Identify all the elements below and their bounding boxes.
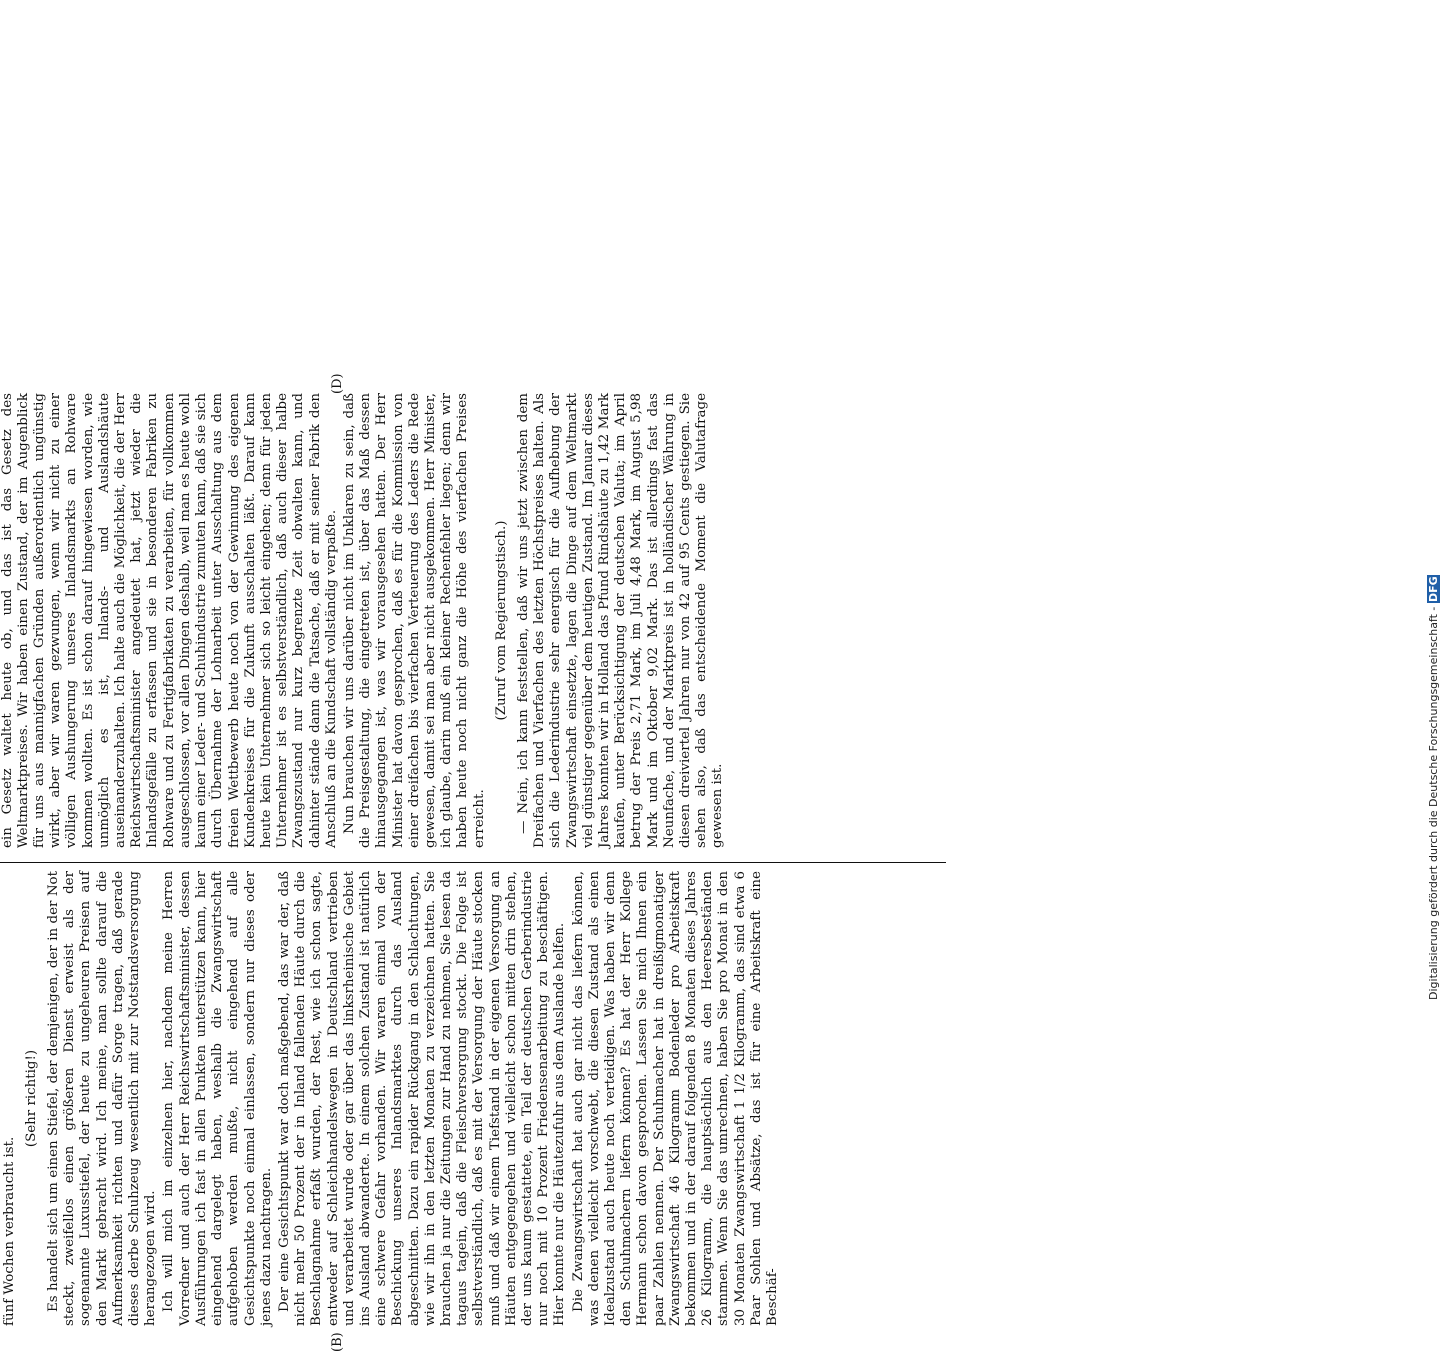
dfg-logo: DFG: [1427, 576, 1440, 603]
paragraph: Ich will mich im einzelnen hier, nachdem meine Herren Vorredner und auch der Herr Reichswirtschaftsminister, dessen Ausführungen ich fast in allen Punkten unterstützen kann, hier eingehend dargelegt haben, weshalb die Zwangswirtschaft aufgehoben werden mußte, nicht eingehend auf alle Gesichtspunkte noch einmal einlassen, sondern nur dieses oder jenes dazu nachtragen.: [161, 871, 274, 1326]
interjection: (Zuruf vom Regierungstisch.): [493, 520, 509, 721]
paragraph: Es handelt sich um einen Stiefel, der demjenigen, der in der Not steckt, zweifellos einen größeren Dienst erweist als der sogenannte Luxusstiefel, der heute zu ungeheuren Preisen auf den Markt gebracht wird. Ich meine, man sollte darauf die Aufmerksamkeit richten und dafür Sorge tragen, daß gerade dieses derbe Schuhzeug wesentlich mit zur Notstandsversorgung herangezogen wird.: [46, 871, 159, 1326]
column-divider: [0, 862, 946, 863]
side-note: [1416, 0, 1440, 1000]
paragraph: Der eine Gesichtspunkt war doch maßgebend, das war der, daß nicht mehr 50 Prozent der in Inland fallenden Häute durch die Beschlagnahme erfaßt wurden, der Rest, wie ich schon sagte, entweder auf Schleichhandelswegen in Deutschland vertrieben und verarbeitet wurde oder gar über das linksrheinische Gebiet ins Ausland abwanderte. In einem solchen Zustand ist natürlich eine schwere Gefahr vorhanden. Wir waren einmal von der Beschickung unseres Inlandsmarktes durch das Ausland abgeschnitten. Dazu ein rapider Rückgang in den Schlachtungen, wie wir ihn in den letzten Monaten zu verzeichnen hatten. Sie brauchen ja nur die Zeitungen zur Hand zu nehmen, Sie lesen da tagaus tagein, daß die Fleischversorgung stockt. Die Folge ist selbstverständlich, daß es mit der Versorgung der Häute stocken muß und daß wir einem Tiefstand in der eigenen Versorgung an Häuten entgegengehen und vielleicht schon mitten drin stehen, der uns kaum gestattete, ein Teil der deutschen Gerberindustrie nur noch mit 10 Prozent Friedensenarbeitung zu beschäftigen. Hier konnte nur die Häutezufuhr aus dem Auslande helfen.: [276, 871, 568, 1326]
right-column: [0, 393, 729, 848]
paragraph: — Nein, ich kann feststellen, daß wir uns jetzt zwischen dem Dreifachen und Vierfachen des letzten Höchstpreises halten. Als sich die Lederindustrie sehr energisch für die Aufhebung der Zwangswirtschaft einsetzte, lagen die Dinge auf dem Weltmarkt viel günstiger gegenüber dem heutigen Zustand. Im Januar dieses Jahres konnten wir in Holland das Pfund Rindshäute zu 1,42 Mark kaufen, unter Berücksichtigung der deutschen Valuta; im April betrug der Preis 2,71 Mark, im Juli 4,48 Mark, im August 5,98 Mark und im Oktober 9,02 Mark. Das ist allerdings fast das Neunfache, und der Marktpreis ist in holländischer Währung in diesen dreiviertel Jahren nur von 42 auf 95 Cents gestiegen. Sie sehen also, daß das entscheidende Moment die Valutafrage gewesen ist.: [515, 393, 726, 848]
margin-mark-d: (D): [330, 373, 345, 394]
paragraph: Nun brauchen wir uns darüber nicht im Unklaren zu sein, daß die Preisgestaltung, die eingetreten ist, über das Maß dessen hinausgegangen ist, was wir vorausgesehen hatten. Der Herr Minister hat davon gesprochen, daß es für die Kommission von einer dreifachen bis vierfachen Verteuerung des Leders die Rede gewesen, damit sei man aber nicht ausgekommen. Herr Minister, ich glaube, darin muß ein kleiner Rechenfehler liegen; denn wir haben heute noch nicht ganz die Höhe des vierfachen Preises erreicht.: [341, 393, 487, 848]
dfg-note: Digitalisierung gefördert durch die Deutsche Forschungsgemeinschaft -: [1427, 603, 1440, 1000]
newspaper-sheet: [0, 360, 1000, 1360]
paragraph: ein Gesetz waltet heute ob, und das ist das Gesetz des Weltmarktpreises. Wir haben einen Zustand, der im Augenblick für uns aus mannigfachen Gründen außerordentlich ungünstig wirkt, aber wir waren gezwungen, wenn wir nicht zu einer völligen Aushungerung unseres Inlandsmarkts an Rohware kommen wollten. Es ist schon darauf hingewiesen worden, wie unmöglich es ist, Inlands- und Auslandshäute auseinanderzuhalten. Ich halte auch die Möglichkeit, die der Herr Reichswirtschaftsminister angedeutet hat, jetzt wieder die Inlandsgefälle zu erfassen und sie in besonderen Fabriken zu Rohware und zu Fertigfabrikaten zu verarbeiten, für vollkommen ausgeschlossen, vor allen Dingen deshalb, weil man es heute wohl kaum einer Leder- und Schuhindustrie zumuten kann, daß sie sich durch Übernahme der Lohnarbeit unter Ausschaltung aus dem freien Wettbewerb heute noch von der Gewinnung des eigenen Kundenkreises für die Zukunft ausschalten läßt. Darauf kann heute kein Unternehmer sich so leicht eingehen; denn für jeden Unternehmer ist es selbstverständlich, daß auch dieser halbe Zwangszustand nur kurz begrenzte Zeit obwalten kann, und dahinter stände dann die Tatsache, daß er mit seiner Fabrik den Anschluß an die Kundschaft vollständig verpaßte.: [0, 393, 339, 848]
applause: (Sehr richtig!): [23, 1049, 39, 1148]
paragraph: Die Zwangswirtschaft hat auch gar nicht das liefern können, was denen vielleicht vorschwebt, die diesen Zustand als einen Idealzustand auch heute noch verteidigen. Was haben wir denn den Schuhmachern liefern können? Es hat der Herr Kollege Hermann schon davon gesprochen. Lassen Sie mich Ihnen ein paar Zahlen nennen. Der Schuhmacher hat in dreißigmonatiger Zwangswirtschaft 46 Kilogramm Bodenleder pro Arbeitskraft bekommen und in der darauf folgenden 8 Monaten dieses Jahres 26 Kilogramm, die hauptsächlich aus den Heeresbeständen stammen. Wenn Sie das umrechnen, haben Sie pro Monat in den 30 Monaten Zwangswirtschaft 1 1/2 Kilogramm, das sind etwa 6 Paar Sohlen und Absätze, das ist für eine Arbeitskraft eine Beschäf-: [570, 871, 780, 1326]
side-note-text: [1427, 0, 1440, 1000]
margin-mark-b: (B): [330, 1332, 345, 1352]
left-column: [0, 871, 783, 1326]
paragraph: fünf Wochen verbraucht ist.: [1, 1136, 17, 1326]
